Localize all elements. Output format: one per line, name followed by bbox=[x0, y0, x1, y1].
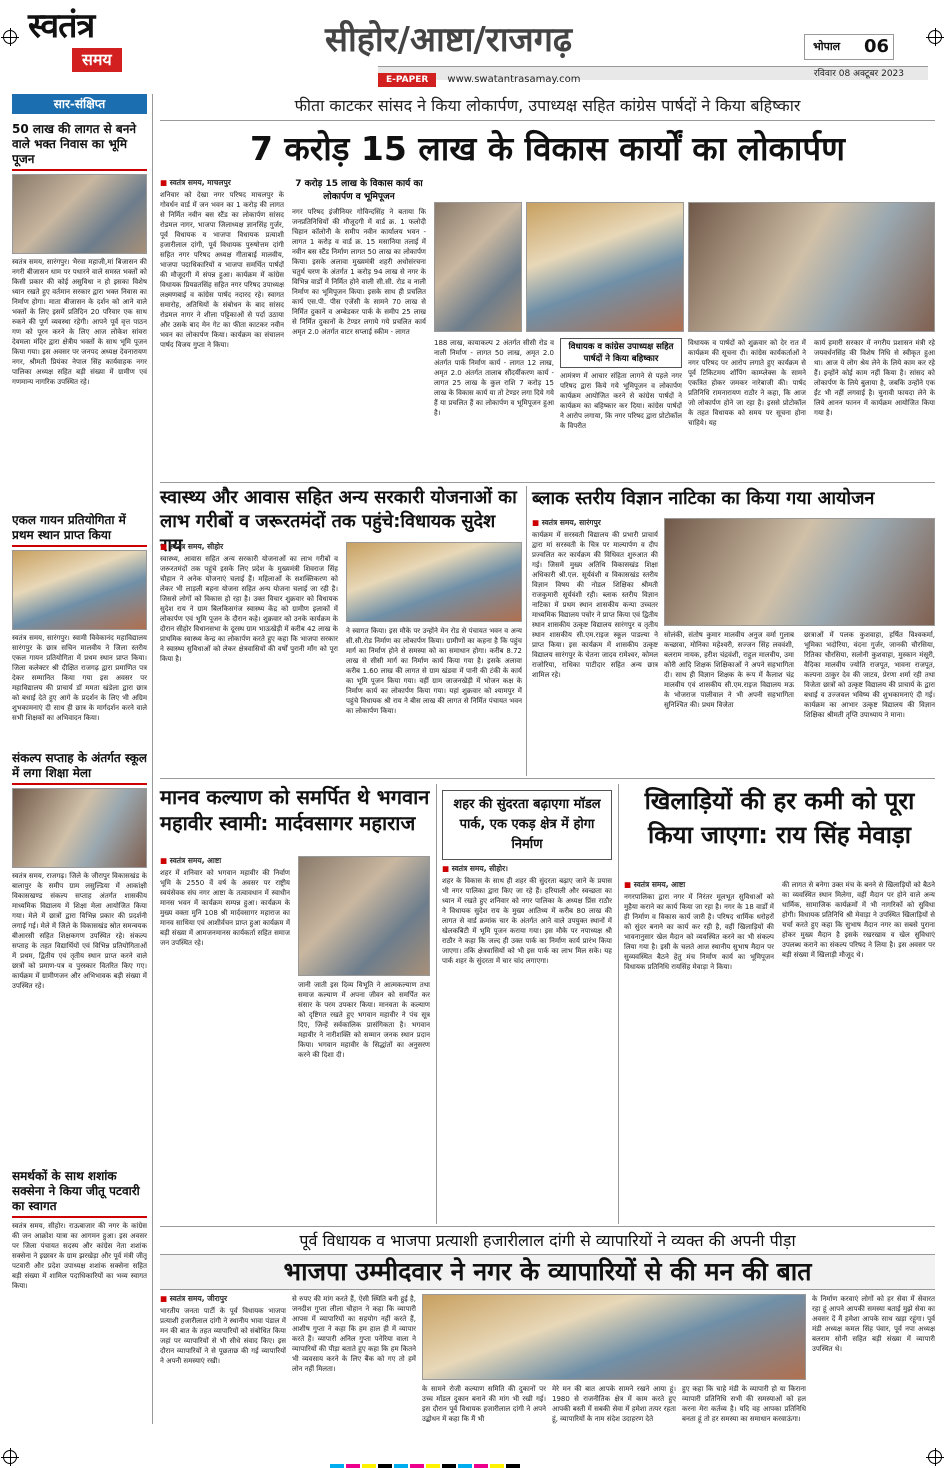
photo-ribbon-cutting bbox=[526, 202, 684, 332]
sidebar-item-body: स्वतंत्र समय, सारंगपुर। स्वामी विवेकानंद महाविद्यालय सारंगपुर के छात्र सचिन मालवीय ने जिला स्तरीय एकल गायन प्रतियोगिता में प्रथम स्थान प्राप्त किया। जिला कलेक्टर श्री दीक्षित राजगढ़ द्वारा प्रमाणित पत्र देकर सम्मानित किया गया इस अवसर पर महाविद्यालय की प्राचार्य डॉ ममता खंडेला द्वारा छात्र को बधाई देते हुए आगे के प्रदर्शन के लिए भी अग्रिम शुभकामनाएं दी साथ ही छात्र के मार्गदर्शन करने वाले सभी शिक्षकों का अभिवादन किया। bbox=[12, 634, 147, 722]
photo bbox=[12, 174, 147, 254]
logo-top: स्वतंत्र bbox=[28, 6, 95, 46]
sidebar-item-body: स्वतंत्र समय, सीहोर। राऊबाजार की नगर के कांग्रेस की जन आक्रोश यात्रा का आगमन हुआ। इस अवसर पर जिला पंचायत सदस्य और कांग्रेस नेता शशांक सक्सेना ने इछावर के ग्राम झरखेड़ा और पूर्व मंत्री जीतू पटवारी और प्रदेश उपाध्यक्ष शशांक सक्सेना सहित बड़ी संख्या में शामिल पदाधिकारियों का भव्य स्वागत किया। bbox=[12, 1222, 147, 1290]
story-mahavir bbox=[160, 784, 430, 1224]
sidebar-item-1 bbox=[12, 122, 147, 505]
story-kicker: पूर्व विधायक व भाजपा प्रत्याशी हजारीलाल दांगी से व्यापारियों ने व्यक्त की अपनी पीड़ा bbox=[299, 1231, 796, 1250]
article-body: शनिवार को देखा नगर परिषद माचलपुर के गोवर्धन वार्ड में जन भवन का 1 करोड़ की लागत से निर्मित नवीन बस स्टैंड का लोकार्पण सांसद रोडमल नागर, भाजपा जिलाध्यक्ष ज्ञानसिंह गुर्जर, पूर्व विधायक व भाजपा विधायक प्रत्याशी हजारीलाल दांगी, पूर्व विधायक पुरुषोत्तम दांगी सहित नगर परिषद अध्यक्ष गीताबाई मालवीय, भाजपा पदाधिकारियों व भाजपा समर्थित पार्षदों की मौजूदगी में संपन्न हुआ। कार्यक्रम में कांग्रेस विधायक प्रियव्रतसिंह सहित नगर परिषद उपाध्यक्ष लक्ष्मणबाई व कांग्रेस पार्षद नदारद रहे। स्वागत समारोह, अतिथियों के संबोधन के बाद सांसद रोडमल नागर ने शीला पट्टिकाओं से पर्दा उठाया और उसके बाद मेन गेट का फीता काटकर नवीन भवन का लोकार्पण किया। कार्यक्रम का संचालन पार्षद विजय गुप्ता ने किया। bbox=[160, 191, 284, 349]
top-story-col5 bbox=[688, 338, 806, 478]
top-story-headline: 7 करोड़ 15 लाख के विकास कार्यों का लोकार्पण bbox=[249, 129, 846, 168]
sidebar-item-title: 50 लाख की लागत से बनने वाले भक्त निवास का भूमि पूजन bbox=[12, 122, 147, 171]
top-story-col3 bbox=[434, 338, 554, 478]
photo bbox=[12, 550, 147, 630]
page-number: 06 bbox=[863, 36, 889, 57]
byline: ■ स्वतंत्र समय, आष्टा bbox=[624, 880, 774, 890]
photo bbox=[12, 788, 147, 868]
article-body: हुए कहा कि चाहे मंडी के व्यापारी हो या किराना व्यापारी प्रतिनिधि सभी की समस्याओं को हल करना मेरा कर्तव्य है। यदि वह आपका प्रतिनिधि बनता हूं तो हर समस्या का समाधान करवाऊंगा। bbox=[682, 1385, 806, 1423]
story-science bbox=[532, 486, 935, 776]
photo-students bbox=[664, 518, 935, 626]
article-body: नगर परिषद इंजीनियर गोविन्दसिंह ने बताया कि जनप्रतिनिधियों की मौजूदगी में वार्ड क्र. 1 फलोदी चिहान कॉलोनी के समीप नवीन कार्यालय भवन - लागत 1 करोड़ व वार्ड क्र. 15 मसानिया तलाई में नवीन बस स्टैंड निर्माण लागत 50 लाख का लोकार्पण किया। इसके अलावा मुख्यमंत्री शहरी अधोसंरचना चतुर्थ चरण के अंतर्गत 1 करोड़ 94 लाख से नगर के विभिन्न वार्डों में निर्मित होने वाली सी.सी. रोड व नाली निर्माण का भूमिपूजन किया। इसके साथ ही प्रचलित कार्य एस.पी. पीस एजेंसी के सामने 70 लाख से निर्मित दुकानें व अम्बेडकर पार्क के समीप 25 लाख से निर्मित दुकानों के टेण्डर लगाये गये प्रचलित कार्य अमृत 2.0 अंतर्गत वाटर सप्लाई स्कीम - लागत bbox=[292, 208, 426, 336]
sidebar-item-2 bbox=[12, 513, 147, 743]
date-label: रविवार 08 अक्टूबर 2023 bbox=[813, 69, 904, 79]
byline: ■ स्वतंत्र समय, सारंगपुर bbox=[532, 518, 658, 528]
logo bbox=[28, 6, 148, 78]
registration-mark-icon bbox=[928, 30, 942, 44]
article-body: कार्य हमारी सरकार में नगरीय प्रशासन मंत्री रहे जयवर्धनसिंह की विशेष निधि से स्वीकृत हुआ था। आज ये लोग श्रेय लेने के लिये काम कर रहे हैं। इन्होंने कोई काम नहीं किया है। सांसद को लोकार्पण के लिये बुलाया है, जबकि उन्होंने एक ईंट भी नहीं लगवाई है। चुनावी फायदा लेने के लिये आनन फानन में कार्यक्रम आयोजित किया गया है। bbox=[814, 339, 935, 417]
sidebar-item-4 bbox=[12, 1169, 147, 1421]
top-story-kicker: फीता काटकर सांसद ने किया लोकार्पण, उपाध्यक्ष सहित कांग्रेस पार्षदों ने किया बहिष्कार bbox=[160, 94, 935, 121]
article-body: कार्यक्रम में सरस्वती विद्यालय की प्रभारी प्राचार्य द्वारा मां सरस्वती के चित्र पर माल्यार्पण व दीप प्रज्वलित कर कार्यक्रम की विधिवत शुरुआत की गई। जिसमें मुख्य अतिथि विकासखंड शिक्षा अधिकारी श्री.एल. सूर्यवंशी व विकासखंड स्तरीय विज्ञान विषय की नोडल शिक्षिका श्रीमती राजकुमारी सूर्यवंशी रही। ब्लाक स्तरीय विज्ञान नाटिका में प्रथम स्थान शासकीय कन्या उच्चतर माध्यमिक विद्यालय पचोर ने प्राप्त किया एवं द्वितीय स्थान शासकीय उत्कृष्ट विद्यालय सारंगपुर व तृतीय स्थान शासकीय सी.एम.राइज स्कूल पाडल्या ने प्राप्त किया। इस कार्यक्रम में शासकीय उत्कृष्ट विद्यालय सारंगपुर के चेतना जादव रामेश्वर, कोमल राजोरिया, राधिका पाटीदार सहित अन्य छात्र शामिल रहे। bbox=[532, 531, 658, 679]
article-body: सोलंकी, संतोष कुमार मालवीय अनुज वर्मा गुलाब कच्छावा, मोनिका महेश्वरी, सज्जन सिंह लववंशी, बलराम नायक, हरीश चंद्रवंशी, राहुल मालवीय, उमा कोरी आदि शिक्षक शिक्षिकाओं ने अपने सहभागिता दी। साथ ही विज्ञान शिक्षक के रूप में कैलाश चंद्र मालवीय एवं शासकीय सी.एम.राइज विद्यालय मऊ के भोजराज पालीवाल ने भी अपनी सहभागिता सुनिश्चित की। प्रथम विजेता bbox=[664, 631, 794, 709]
article-body: से रुपए की मांग करते हैं, ऐसी स्थिति बनी हुई है, जनदीश गुप्ता लीला चौहान ने कहा कि व्यापारी आपस में व्यापारियों का सहयोग नहीं करते हैं, आशीष गुप्ता ने कहा कि हम हाल ही में व्यापार करते हैं। व्यापारी अनिल गुप्ता पनेरिया वाला ने व्यापारियों की पीड़ा बताते हुए कहा कि हम कितने भी व्यवसाय करने के लिए बैंक को गए तो हमें लोन नहीं मिलता। bbox=[292, 1295, 416, 1373]
top-story-col1 bbox=[160, 178, 284, 478]
website-link[interactable]: www.swatantrasamay.com bbox=[447, 74, 581, 85]
photo-building bbox=[434, 202, 522, 332]
page-box bbox=[804, 34, 894, 60]
story-sports bbox=[624, 784, 935, 1224]
article-body: शहर में शनिवार को भगवान महावीर की निर्वाण भूमि के 2550 वें वर्ष के अवसर पर राष्ट्रीय स्वयंसेवक संघ नगर आष्टा के तत्वावधान में स्वाधीन मानस भवन में कार्यक्रम सम्पन्न हुआ। कार्यक्रम के मुख्य वक्ता मुनि 108 श्री मार्दवसागर महाराज का मानव साथिया एवं आशीर्वचन प्राप्त हुआ कार्यक्रम में बड़ी संख्या में आमजनमानस कार्यकर्ता सहित समाज जन उपस्थित रहे। bbox=[160, 869, 290, 947]
article-body: जानी जाती इस दिव्य विभूति ने आत्मकल्याण तथा समाज कल्याण में अपना जीवन को समर्पित कर संसार के परम उपकार किया। मानवता के कल्याण को दृष्टिगत रखते हुए भगवान महावीर ने पंच सूत्र दिए, जिन्हें सर्वकालिक प्रासंगिकता है। भगवान महावीर ने नारीशक्ति को सम्मान जनक स्थान प्रदान किया। भगवान महावीर के सिद्धांतों का अनुसरण करने की दिशा दी। bbox=[298, 981, 430, 1059]
masthead bbox=[0, 0, 945, 88]
byline: ■ स्वतंत्र समय, आष्टा bbox=[160, 856, 290, 866]
article-body: मेरे मन की बात आपके सामने रखने आया हूं। 1980 से राजनीतिक क्षेत्र में काम करते हुए आपकी बस्ती में सबकी सेवा में हमेशा तत्पर रहता हूं, व्यापारियों के नाम संदेश उदाहरण देते bbox=[552, 1385, 676, 1423]
article-body: की लागत से बनेगा उक्त मंच के बनने से खिलाड़ियों को बैठने का व्यवस्थित स्थान मिलेगा, वहीं मैदान पर होने वाले अन्य धार्मिक, सामाजिक कार्यक्रमों में भी नागरिकों को सुविधा होगी। विधायक प्रतिनिधि श्री मेवाड़ा ने उपस्थित खिलाड़ियों से चर्चा करते हुए कहा कि सुभाष मैदान नगर का सबसे पुराना होकर मुख्य मैदान है इसके रखरखाव व खेल सुविधाएं उपलब्ध कराने का संकल्प परिषद ने लिया है। इस अवसर पर बड़ी संख्या में खिलाड़ी मौजूद थे। bbox=[782, 881, 935, 959]
byline: ■ स्वतंत्र समय, जीरापुर bbox=[160, 1294, 286, 1304]
story-traders bbox=[160, 1230, 935, 1430]
top-story bbox=[160, 94, 935, 480]
byline: ■ स्वतंत्र समय, सीहोर bbox=[160, 542, 338, 552]
top-story-col6 bbox=[814, 338, 935, 478]
story-headline: मानव कल्याण को समर्पित थे भगवान महावीर स्वामी: मार्दवसागर महाराज bbox=[160, 785, 430, 835]
story-headline: स्वास्थ्य और आवास सहित अन्य सरकारी योजनाओं का लाभ गरीबों व जरूरतमंदों तक पहुंचे:विधायक सुदेश राय bbox=[160, 487, 517, 556]
story-headline: ब्लाक स्तरीय विज्ञान नाटिका का किया गया आयोजन bbox=[532, 488, 875, 509]
article-body: 188 लाख, कायाकल्प 2 अंतर्गत सीसी रोड व नाली निर्माण - लागत 50 लाख, अमृत 2.0 अंतर्गत पार्क निर्माण कार्य - लागत 12 लाख, अमृत 2.0 अंतर्गत तालाब सौंदर्यीकरण कार्य - लागत 25 लाख के कुल राशि 7 करोड़ 15 लाख के विकास कार्य या तो टेण्डर लगा दिये गये हैं या प्रचलित हैं का लोकार्पण व भूमिपूजन हुआ है। bbox=[434, 339, 554, 417]
city-label: भोपाल bbox=[813, 40, 841, 53]
story-park bbox=[442, 790, 612, 1224]
story-health bbox=[160, 486, 522, 776]
story-headline: भाजपा उम्मीदवार ने नगर के व्यापारियों से की मन की बात bbox=[160, 1254, 935, 1290]
sidebar bbox=[12, 94, 147, 1424]
story-headline: खिलाड़ियों की हर कमी को पूरा किया जाएगा: राय सिंह मेवाड़ा bbox=[644, 787, 915, 849]
byline: ■ स्वतंत्र समय, माचलपुर bbox=[160, 178, 284, 188]
registration-mark-icon bbox=[3, 30, 17, 44]
article-body: भारतीय जनता पार्टी के पूर्व विधायक भाजपा प्रत्याशी हजारीलाल दांगी ने स्थानीय भावा पंडाल में मन की बात के तहत व्यापारियों को संबोधित किया जहां पर व्यापारियों से भी सीधे संवाद किए। इस दौरान व्यापारियों ने से पूछताछ की गई व्यापारियों ने अपनी समस्याएं रखी। bbox=[160, 1307, 286, 1365]
photo-assembly bbox=[298, 856, 430, 976]
sidebar-item-body: स्वतंत्र समय, राजगढ़। जिले के जीरापुर विकासखंड के बालापुर के समीप ग्राम लसुल्डिया में आकांक्षी विकासखण्ड संकल्प सप्ताह अंतर्गत शासकीय माध्यमिक विद्यालय में शिक्षा मेला आयोजित किया गया। मेले में छात्रों द्वारा विभिन्न प्रकार की प्रदर्शनी लगाई गई। मेले में जिले के विकासखंड स्रोत समन्वयक बीआरसी सहित शिक्षकगण उपस्थित रहे। संकल्प सप्ताह के तहत विद्यार्थियों एवं विभिन्न प्रतियोगिताओं में प्रथम, द्वितीय एवं तृतीय स्थान प्राप्त करने वाले छात्रों को प्रमाण-पत्र व पुरस्कार वितरित किए गए। कार्यक्रम में ग्रामीणजन और अभिभावक बड़ी संख्या में उपस्थित रहे। bbox=[12, 872, 147, 990]
registration-mark-icon bbox=[3, 1450, 17, 1464]
logo-bottom: समय bbox=[72, 48, 122, 72]
sidebar-item-body: स्वतंत्र समय, सारंगपुर। भैरवा महाजी,मां बिजासन की नगरी बीजासन धाम पर पधारने वाले समस्त भक्तों को किसी प्रकार की कोई असुविधा न हो इसका विशेष ध्यान रखते हुए वर्तमान सरकार द्वारा भक्त निवास का निर्माण होगा। माता बीजासन के दर्शन को आने वाले भक्तों के लिए इसमें प्रतिदिन 20 परिवार एक साथ रुकने की पूर्ण व्यवस्था रहेगी। आपने पूर्व वृत्त पाठन गण को पूरन करने के लिए आज लोकेश सांवरा देवमला मंदिर द्वारा क्षेत्रीय भक्तों के साथ भूमि पूजन किया गया। इस अवसर पर जनपद अध्यक्ष देवनारायण नगर, श्रीमती प्रियंका नेपाल सिंह कार्यवाहक नगर पालिका अध्यक्ष सहित बड़ी संख्या में ग्रामीण एवं गणमान्य नागरिक उपस्थित रहे। bbox=[12, 258, 147, 386]
sidebar-item-title: संकल्प सप्ताह के अंतर्गत स्कूल में लगा शिक्षा मेला bbox=[12, 751, 147, 785]
article-body: के निर्माण करवाएं लोगों को हर सेवा में सेवारत रहा हूं आपने आपकी समस्या बताई मुझे सेवा का अवसर दें मैं हमेशा आपके साथ खड़ा रहूंगा। पूर्व मंडी अध्यक्ष कमल सिंह पंवार, पूर्व नपा अध्यक्ष बलराम सोनी सहित बड़ी संख्या में व्यापारी उपस्थित थे। bbox=[812, 1295, 935, 1353]
sidebar-item-title: एकल गायन प्रतियोगिता में प्रथम स्थान प्राप्त किया bbox=[12, 513, 147, 547]
story-headline: शहर की सुंदरता बढ़ाएगा मॉडल पार्क, एक एकड़ क्षेत्र में होगा निर्माण bbox=[442, 790, 612, 860]
photo-dignitaries bbox=[688, 202, 935, 332]
article-body: नगरपालिका द्वारा नगर में निरंतर मूलभूत सुविधाओं को मुहैया कराने का कार्य किया जा रहा है। नगर के 18 वार्डों में ही निर्माण व विकास कार्य जारी है। परिषद धार्मिक धरोहरों को सुंदर बनाने का कार्य कर रही है, वहीं खिलाड़ियों की भावनानुसार खेल मैदान को व्यवस्थित करने का भी संकल्प लिया गया है। इसी के चलते आज स्थानीय सुभाष मैदान पर सुव्यवस्थित बैठने हेतु मंच निर्माण कार्य का भूमिपूजन विधायक प्रतिनिधि रायसिंह मेवाड़ा ने किया। bbox=[624, 893, 774, 971]
article-body: के सामने रोजी कल्याण समिति की दुकानों पर उच्च मॉडल दुकान बनाने की मांग भी रखी गई। इस दौरान पूर्व विधायक हजारीलाल दांगी ने अपने उद्बोधन में कहा कि मैं भी bbox=[422, 1385, 546, 1423]
article-body: ने स्वागत किया। इस मौके पर उन्होंने मेन रोड से पंचायत भवन व अन्य सी.सी.रोड निर्माण का लोकार्पण किया। ग्रामीणों का कहना है कि पहुंच मार्ग का निर्माण होने से समस्या को का समाधान होगा। करीब 8.72 लाख से सीसी मार्ग का निर्माण कार्य किया गया है। इसके अलावा करीब 1.60 लाख की लागत से ग्राम खंडवा में पानी की टंकी के कार्य का भूमि पूजन किया गया। वहीं ग्राम जाजनखेड़ी में भोजन कक्ष के निर्माण कार्य का लोकार्पण किया गया। यहां शुक्रवार को श्यामपुर में पहुंचे विधायक श्री राय ने बीस लाख की लागत से निर्मित पंचायत भवन का लोकार्पण किया। bbox=[346, 627, 522, 715]
byline: ■ स्वतंत्र समय, सीहोर। bbox=[442, 864, 612, 874]
color-bar bbox=[330, 1455, 630, 1463]
article-body: छात्राओं में पलक कुशवाहा, हर्षित विश्वकर्मा, भूमिका भदोरिया, वंदना गुर्जर, जानकी चौरसिया, रितिका चौरसिया, सलोनी कुशवाहा, मुस्कान मंसूरी, वैदिका मालवीय ज्योति राजपूत, भावना राजपूत, कल्पना ठाकुर देव की जाटव, प्रेरणा शर्मा रही तथा विजेता छात्रों को उत्कृष्ट विद्यालय की प्राचार्य के द्वारा बधाई व उज्जवल भविष्य की शुभकामनाएं दी गई। कार्यक्रम का आभार उत्कृष्ट विद्यालय की विज्ञान शिक्षिका श्रीमती तृप्ति उपाध्याय ने माना। bbox=[804, 631, 935, 719]
registration-mark-icon bbox=[928, 1450, 942, 1464]
article-body: स्वास्थ्य, आवास सहित अन्य सरकारी योजनाओं का लाभ गरीबों व जरूरतमंदों तक पहुंचे इसके लिए प्रदेश के मुख्यमंत्री शिवराज सिंह चौहान ने अनेक योजनाएं चलाई हैं। महिलाओं के सशक्तिकरण को लेकर भी लाड़ली बहना योजना सहित अन्य योजना चलाई जा रही है। जिससे लोगों को विकास हो रहा है। उक्त विचार शुक्रवार को विधायक सुदेश राय ने ग्राम बिलकिसगंज स्वास्थ्य केंद्र को ग्रामीण इलाकों में लोकार्पण एवं भूमि पूजन के दौरान कहे। शुक्रवार को उनके कार्यक्रम के दौरान सीहोर विधानसभा के दूरस्थ ग्राम भाऊखेड़ी में करीब 42 लाख के प्राथमिक स्वास्थ्य केन्द्र का लोकार्पण करते हुए कहा कि भाजपा सरकार ने स्वास्थ्य सुविधाओं को लेकर क्षेत्रवासियों की वर्षों पुरानी माँग को पूरा किया है। bbox=[160, 555, 338, 663]
epaper-bar bbox=[378, 66, 928, 85]
top-story-col4 bbox=[560, 338, 682, 478]
top-story-col2 bbox=[292, 178, 426, 478]
section-title: सीहोर/आष्टा/राजगढ़ bbox=[325, 20, 573, 60]
photo-traders-meeting bbox=[422, 1294, 806, 1380]
sidebar-header: सार-संक्षिप्त bbox=[12, 94, 147, 114]
photo-gathering bbox=[346, 542, 522, 622]
sidebar-item-title: समर्थकों के साथ शशांक सक्सेना ने किया जीतू पटवारी का स्वागत bbox=[12, 1169, 147, 1218]
article-body: विधायक व पार्षदों को शुक्रवार को देर रात में कार्यक्रम की सूचना दी। कांग्रेस कार्यकर्ताओं ने नगर परिषद पर आरोप लगाते हुए कार्यक्रम से पूर्व टिकिटमय शॉपिंग काम्प्लेक्स के सामने एकत्रित होकर जमकर नारेबाजी की। पार्षद प्रतिनिधि रामनारायण राठौर ने कहा, कि आज जो लोकार्पण होने जा रहा है। इससे प्रोटोकॉल के तहत विधायक को समय पर सूचना होना चाहिये। यह bbox=[688, 339, 806, 427]
epaper-label: E-PAPER bbox=[378, 73, 436, 87]
sidebar-item-3 bbox=[12, 751, 147, 1161]
article-body: आमंत्रण में आचार संहिता लागने से पहले नगर परिषद द्वारा किये गये भूमिपूजन व लोकार्पण कार्यक्रम आयोजित करने से कांग्रेस पार्षदों ने कार्यक्रम का बहिष्कार कर दिया। कांग्रेस पार्षदों ने आरोप लगाया, कि नगर परिषद द्वारा प्रोटोकॉल के विपरीत bbox=[560, 372, 682, 430]
sub-headline: 7 करोड़ 15 लाख के विकास कार्य का लोकार्पण व भूमिपूजन bbox=[295, 179, 423, 202]
article-body: शहर के विकास के साथ ही शहर की सुंदरता बढ़ाए जाने के प्रयास भी नगर पालिका द्वारा किए जा रहे हैं। हरियाली और स्वच्छता का ध्यान में रखते हुए शनिवार को नगर पालिका के अध्यक्ष प्रिंस राठौर ने विधायक सुदेश राय के मुख्य आतिथ्य में करीब 80 लाख की लागत से वार्ड क्रमांक चार के अंतर्गत आने वाले उपयुक्त स्थानों में खेलकबिटी में भूमि पूजन कराया गया। इस मौके पर नपाध्यक्ष श्री राठौर ने कहा कि जल्द ही उक्त पार्क का निर्माण कार्य प्रारंभ किया जाएगा। तकि क्षेत्रवासियों को भी इस पार्क का लाभ मिल सके। यह पार्क शहर के सुंदरता में चार चांद लगाएगा। bbox=[442, 877, 612, 965]
boxed-subhead: विधायक व कांग्रेस उपाध्यक्ष सहित पार्षदों ने किया बहिष्कार bbox=[560, 338, 682, 368]
